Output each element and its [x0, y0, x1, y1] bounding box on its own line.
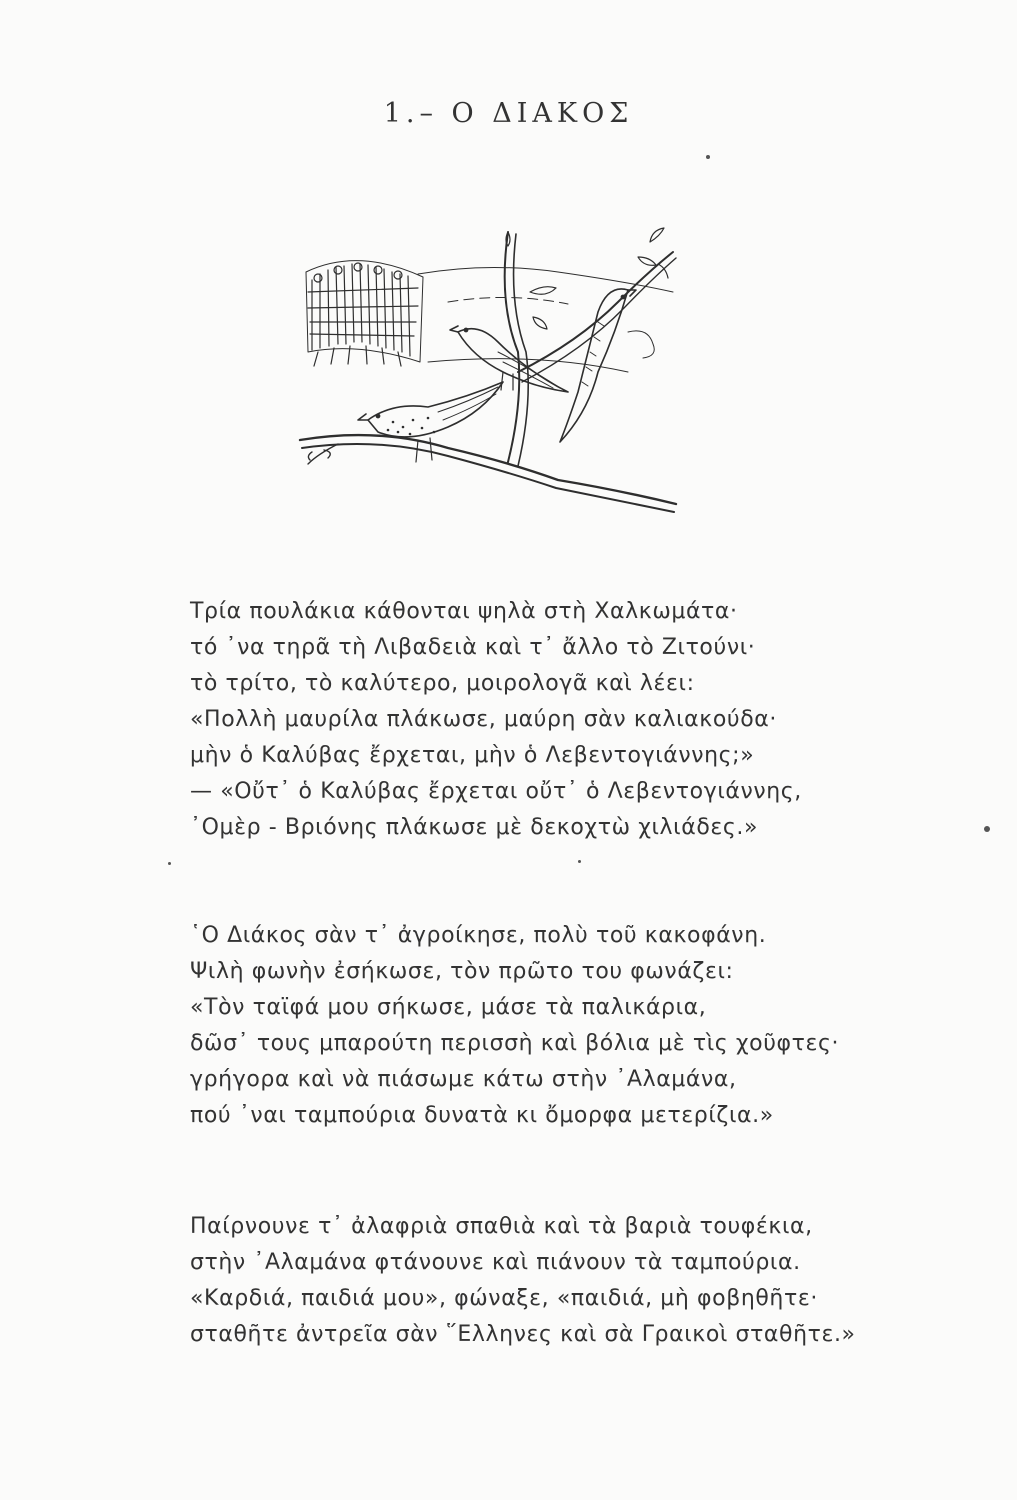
verse-line: Παίρνουνε τ᾽ ἀλαφριὰ σπαθιὰ καὶ τὰ βαριὰ τουφέκια, — [190, 1214, 813, 1239]
verse-line: σταθῆτε ἀντρεῖα σὰν ῞Ελληνες καὶ σὰ Γραικοὶ σταθῆτε.» — [190, 1322, 856, 1347]
verse-line: «Καρδιά, παιδιά μου», φώναξε, «παιδιά, μὴ φοβηθῆτε· — [190, 1286, 818, 1311]
verse-line: γρήγορα καὶ νὰ πιάσωμε κάτω στὴν ᾽Αλαμάνα, — [190, 1067, 737, 1092]
verse-line: τὸ τρίτο, τὸ καλύτερο, μοιρολογᾶ καὶ λέει: — [190, 671, 695, 696]
verse-line: πού ᾽ναι ταμπούρια δυνατὰ κι ὄμορφα μετερίζια.» — [190, 1103, 774, 1128]
verse-line: δῶσ᾽ τους μπαρούτη περισσὴ καὶ βόλια μὲ τὶς χοῦφτες· — [190, 1031, 840, 1056]
scan-speck — [706, 155, 710, 159]
verse-line: — «Οὔτ᾽ ὁ Καλύβας ἔρχεται οὔτ᾽ ὁ Λεβεντογιάννης, — [190, 779, 802, 804]
scan-speck — [168, 862, 171, 865]
scan-speck — [578, 860, 581, 863]
stanza-3 — [190, 1209, 950, 1353]
verse-line: μὴν ὁ Καλύβας ἔρχεται, μὴν ὁ Λεβεντογιάννης;» — [190, 743, 755, 768]
army-crowd — [306, 261, 423, 366]
page-title: 1.– Ο ΔΙΑΚΟΣ — [383, 98, 634, 129]
bird-lower-speckled — [358, 382, 503, 462]
scan-speck — [984, 826, 990, 832]
verse-line: Τρία πουλάκια κάθονται ψηλὰ στὴ Χαλκωμάτα· — [190, 599, 738, 624]
verse-line: «Πολλὴ μαυρίλα πλάκωσε, μαύρη σὰν καλιακούδα· — [190, 707, 777, 732]
verse-line: ῾Ο Διάκος σὰν τ᾽ ἀγροίκησε, πολὺ τοῦ κακοφάνη. — [190, 923, 767, 948]
verse-line: στὴν ᾽Αλαμάνα φτάνουνε καὶ πιάνουν τὰ ταμπούρια. — [190, 1250, 801, 1275]
stanza-2 — [190, 918, 950, 1134]
verse-line: Ψιλὴ φωνὴν ἐσήκωσε, τὸν πρῶτο του φωνάζει: — [190, 959, 734, 984]
stanza-1 — [190, 594, 950, 846]
birds-on-branch-illustration — [298, 222, 678, 514]
verse-line: «Τὸν ταϊφά μου σήκωσε, μάσε τὰ παλικάρια, — [190, 995, 707, 1020]
verse-line: ᾽Ομὲρ - Βριόνης πλάκωσε μὲ δεκοχτὼ χιλιάδες.» — [190, 815, 759, 840]
bird-right-upright — [560, 289, 636, 442]
verse-line: τό ᾽να τηρᾶ τὴ Λιβαδειὰ καὶ τ᾽ ἄλλο τὸ Ζιτούνι· — [190, 635, 756, 660]
